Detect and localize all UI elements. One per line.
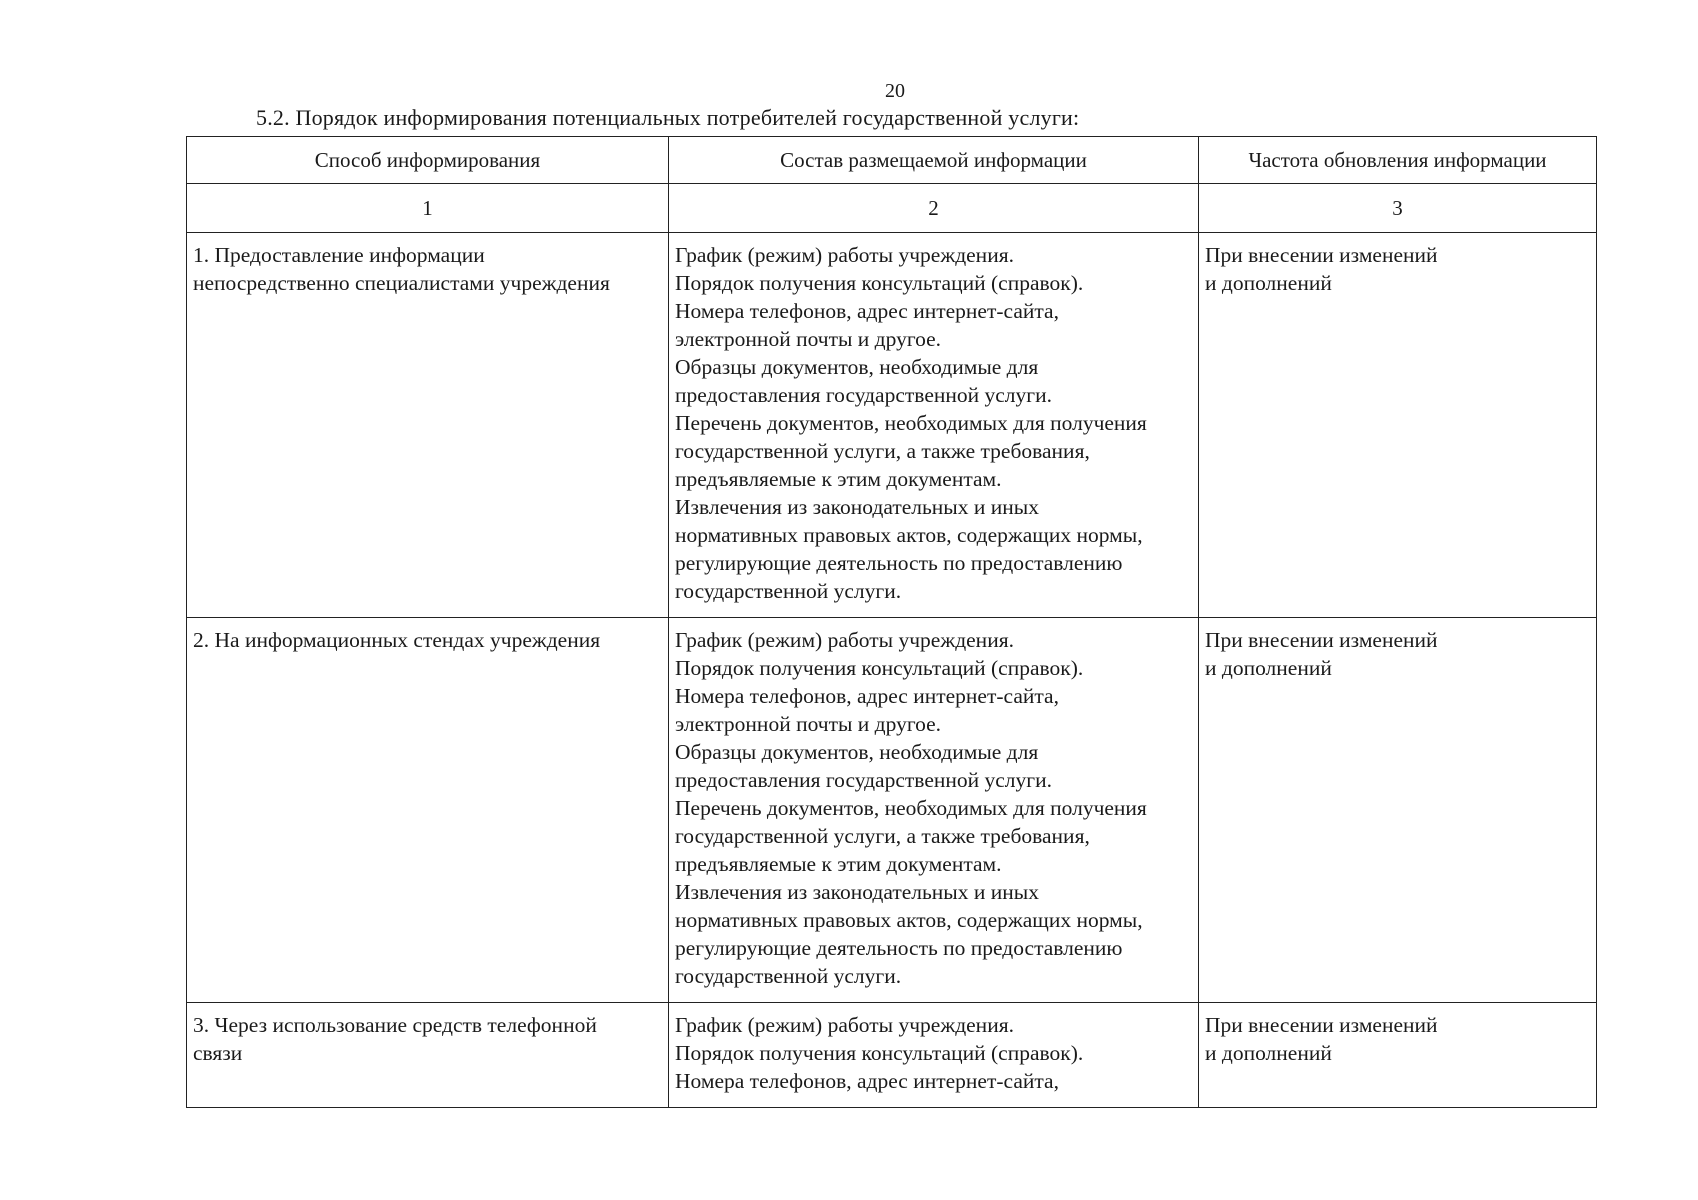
information-table <box>186 136 1597 1108</box>
header-method: Способ информирования <box>187 137 669 184</box>
content-cell <box>669 233 1199 618</box>
frequency-cell <box>1199 233 1597 618</box>
table-header-row <box>187 137 1597 184</box>
text-line: 2. На информационных стендах учреждения <box>193 628 601 652</box>
text-line: государственной услуги. <box>675 964 902 988</box>
text-line: электронной почты и другое. <box>675 327 942 351</box>
text-line: нормативных правовых актов, содержащих нормы, <box>675 523 1143 547</box>
page-number: 20 <box>885 80 905 102</box>
text-line: предоставления государственной услуги. <box>675 383 1052 407</box>
section-heading: 5.2. Порядок информирования потенциальных потребителей государственной услуги: <box>256 105 1080 130</box>
table-row <box>187 618 1597 1003</box>
text-line: Образцы документов, необходимые для <box>675 355 1039 379</box>
text-line: При внесении изменений <box>1205 1013 1438 1037</box>
column-number-row <box>187 184 1597 233</box>
frequency-cell <box>1199 1003 1597 1108</box>
text-line: Порядок получения консультаций (справок). <box>675 656 1084 680</box>
text-line: государственной услуги, а также требования, <box>675 439 1090 463</box>
text-line: 3. Через использование средств телефонной <box>193 1013 597 1037</box>
method-cell <box>187 618 669 1003</box>
text-line: предъявляемые к этим документам. <box>675 467 1002 491</box>
table-row <box>187 1003 1597 1108</box>
content-cell <box>669 1003 1199 1108</box>
text-line: Извлечения из законодательных и иных <box>675 880 1039 904</box>
text-line: Номера телефонов, адрес интернет-сайта, <box>675 299 1059 323</box>
text-line: регулирующие деятельность по предоставлению <box>675 936 1123 960</box>
text-line: Образцы документов, необходимые для <box>675 740 1039 764</box>
header-frequency: Частота обновления информации <box>1199 137 1597 184</box>
text-line: и дополнений <box>1205 271 1332 295</box>
text-line: При внесении изменений <box>1205 628 1438 652</box>
text-line: Перечень документов, необходимых для получения <box>675 411 1147 435</box>
text-line: Извлечения из законодательных и иных <box>675 495 1039 519</box>
table-row <box>187 233 1597 618</box>
text-line: регулирующие деятельность по предоставлению <box>675 551 1123 575</box>
text-line: Порядок получения консультаций (справок). <box>675 271 1084 295</box>
column-number-3: 3 <box>1199 184 1597 233</box>
text-line: непосредственно специалистами учреждения <box>193 271 610 295</box>
text-line: Номера телефонов, адрес интернет-сайта, <box>675 684 1059 708</box>
text-line: Перечень документов, необходимых для получения <box>675 796 1147 820</box>
content-cell <box>669 618 1199 1003</box>
text-line: Порядок получения консультаций (справок). <box>675 1041 1084 1065</box>
method-cell <box>187 233 669 618</box>
header-content: Состав размещаемой информации <box>669 137 1199 184</box>
text-line: электронной почты и другое. <box>675 712 942 736</box>
text-line: Номера телефонов, адрес интернет-сайта, <box>675 1069 1059 1093</box>
text-line: График (режим) работы учреждения. <box>675 628 1014 652</box>
text-line: связи <box>193 1041 243 1065</box>
text-line: 1. Предоставление информации <box>193 243 485 267</box>
text-line: государственной услуги, а также требования, <box>675 824 1090 848</box>
frequency-cell <box>1199 618 1597 1003</box>
column-number-2: 2 <box>669 184 1199 233</box>
text-line: государственной услуги. <box>675 579 902 603</box>
text-line: При внесении изменений <box>1205 243 1438 267</box>
text-line: предъявляемые к этим документам. <box>675 852 1002 876</box>
text-line: и дополнений <box>1205 656 1332 680</box>
text-line: нормативных правовых актов, содержащих нормы, <box>675 908 1143 932</box>
text-line: предоставления государственной услуги. <box>675 768 1052 792</box>
text-line: График (режим) работы учреждения. <box>675 243 1014 267</box>
text-line: График (режим) работы учреждения. <box>675 1013 1014 1037</box>
text-line: и дополнений <box>1205 1041 1332 1065</box>
column-number-1: 1 <box>187 184 669 233</box>
method-cell <box>187 1003 669 1108</box>
